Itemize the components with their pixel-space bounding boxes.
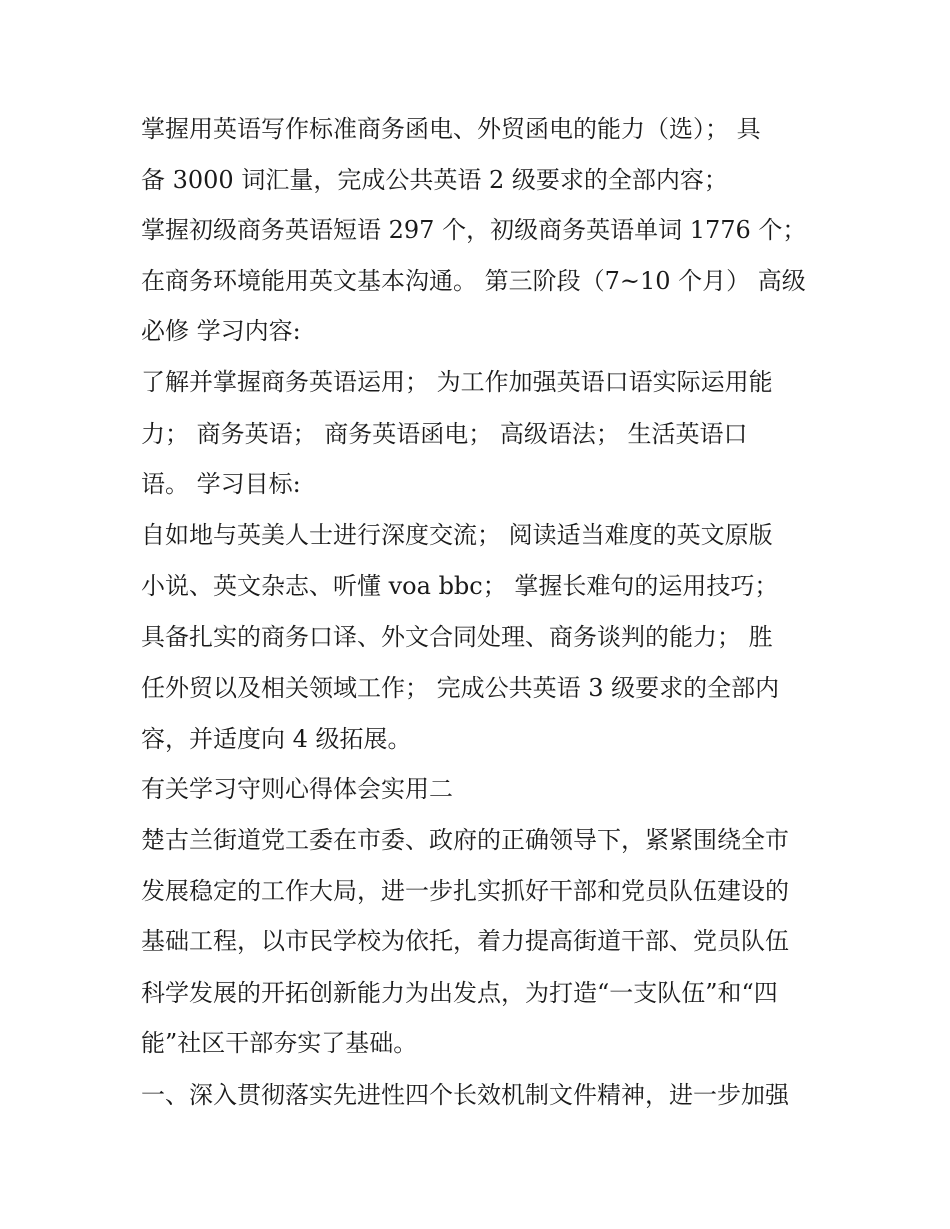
text-line: 科学发展的开拓创新能力为出发点，为打造“一支队伍”和“四 xyxy=(141,979,778,1007)
text-line: 楚古兰街道党工委在市委、政府的正确领导下，紧紧围绕全市 xyxy=(141,826,789,854)
text-line: 自如地与英美人士进行深度交流； 阅读适当难度的英文原版 xyxy=(141,521,773,549)
text-line: 掌握初级商务英语短语 297 个，初级商务英语单词 1776 个； xyxy=(141,216,807,244)
text-line: 能”社区干部夯实了基础。 xyxy=(141,1029,418,1057)
text-line: 基础工程，以市民学校为依托，着力提高街道干部、党员队伍 xyxy=(141,927,789,955)
text-line: 力； 商务英语； 商务英语函电； 高级语法； 生活英语口 xyxy=(141,420,748,448)
text-line: 具备扎实的商务口译、外文合同处理、商务谈判的能力； 胜 xyxy=(141,623,773,651)
text-line: 一、深入贯彻落实先进性四个长效机制文件精神，进一步加强 xyxy=(141,1081,789,1109)
text-line: 备 3000 词汇量，完成公共英语 2 级要求的全部内容； xyxy=(141,166,728,194)
text-line: 必修 学习内容: xyxy=(141,317,301,345)
text-line: 掌握用英语写作标准商务函电、外贸函电的能力（选）； 具 xyxy=(141,115,761,143)
section-heading: 有关学习守则心得体会实用二 xyxy=(141,775,453,803)
text-line: 在商务环境能用英文基本沟通。 第三阶段（7~10 个月） 高级 xyxy=(141,267,806,295)
text-line: 了解并掌握商务英语运用； 为工作加强英语口语实际运用能 xyxy=(141,368,773,396)
text-line: 任外贸以及相关领域工作； 完成公共英语 3 级要求的全部内 xyxy=(141,674,780,702)
text-line: 语。 学习目标: xyxy=(141,470,301,498)
text-line: 容，并适度向 4 级拓展。 xyxy=(141,725,412,753)
text-line: 发展稳定的工作大局，进一步扎实抓好干部和党员队伍建设的 xyxy=(141,877,789,905)
text-line: 小说、英文杂志、听懂 voa bbc； 掌握长难句的运用技巧； xyxy=(141,572,779,600)
